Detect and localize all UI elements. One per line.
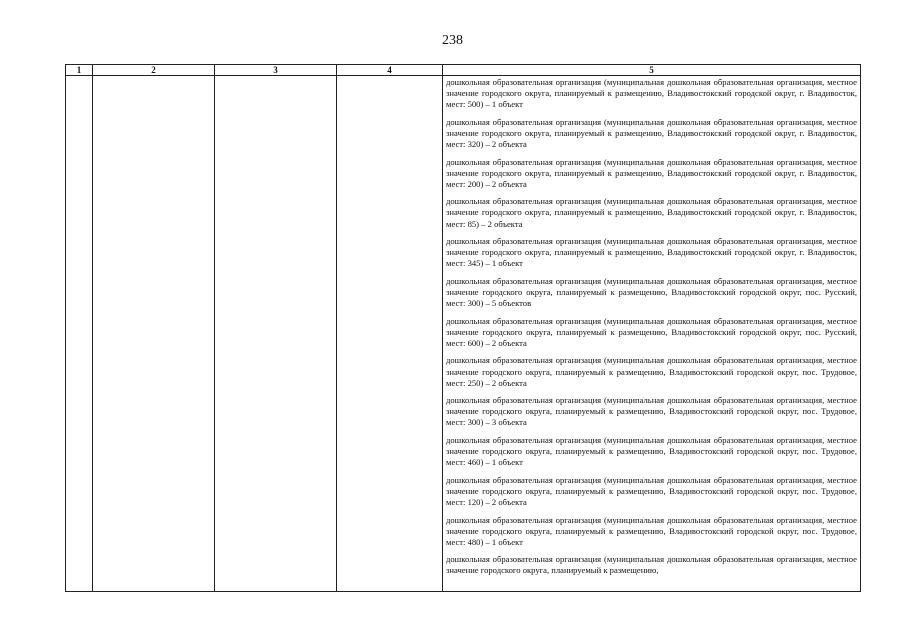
list-item: дошкольная образовательная организация (муниципальная дошкольная образовательная организация, местное значение городского округа, планируемый к размещению, Владивостокский городской округ, г. Владивосток, мест: 85) – 2 объекта [446, 196, 857, 229]
list-item: дошкольная образовательная организация (муниципальная дошкольная образовательная организация, местное значение городского округа, планируемый к размещению, Владивостокский городской округ, пос. Трудовое, мест: 480) – 1 объект [446, 514, 857, 547]
cell-col-5 [443, 76, 861, 592]
table-row [66, 76, 861, 592]
column-header-1: 1 [66, 65, 93, 76]
list-item: дошкольная образовательная организация (муниципальная дошкольная образовательная организация, местное значение городского округа, планируемый к размещению, Владивостокский городской округ, пос. Трудовое, мест: 300) – 3 объекта [446, 395, 857, 428]
page-number: 238 [442, 33, 463, 48]
list-item: дошкольная образовательная организация (муниципальная дошкольная образовательная организация, местное значение городского округа, планируемый к размещению, Владивостокский городской округ, пос. Русский, мест: 600) – 2 объекта [446, 315, 857, 348]
cell-col-2 [93, 76, 215, 592]
list-item: дошкольная образовательная организация (муниципальная дошкольная образовательная организация, местное значение городского округа, планируемый к размещению, Владивостокский городской округ, пос. Трудовое, мест: 120) – 2 объекта [446, 474, 857, 507]
cell-col-3 [215, 76, 337, 592]
column-header-4: 4 [337, 65, 443, 76]
column-header-2: 2 [93, 65, 215, 76]
list-item: дошкольная образовательная организация (муниципальная дошкольная образовательная организация, местное значение городского округа, планируемый к размещению, Владивостокский городской округ, пос. Русский, мест: 300) – 5 объектов [446, 275, 857, 309]
column-header-5: 5 [443, 65, 861, 76]
cell-col-1 [66, 76, 93, 592]
list-item: дошкольная образовательная организация (муниципальная дошкольная образовательная организация, местное значение городского округа, планируемый к размещению, Владивостокский городской округ, г. Владивосток, мест: 345) – 1 объект [446, 236, 857, 269]
list-item: дошкольная образовательная организация (муниципальная дошкольная образовательная организация, местное значение городского округа, планируемый к размещению, [446, 554, 857, 576]
cell-col-4 [337, 76, 443, 592]
list-item: дошкольная образовательная организация (муниципальная дошкольная образовательная организация, местное значение городского округа, планируемый к размещению, Владивостокский городской округ, г. Владивосток, мест: 500) – 1 объект [446, 77, 857, 110]
list-item: дошкольная образовательная организация (муниципальная дошкольная образовательная организация, местное значение городского округа, планируемый к размещению, Владивостокский городской округ, пос. Трудовое, мест: 250) – 2 объекта [446, 355, 857, 388]
header-row [66, 65, 861, 76]
list-item: дошкольная образовательная организация (муниципальная дошкольная образовательная организация, местное значение городского округа, планируемый к размещению, Владивостокский городской округ, г. Владивосток, мест: 200) – 2 объекта [446, 156, 857, 189]
entry-list [443, 76, 860, 591]
document-table [65, 64, 861, 592]
column-header-3: 3 [215, 65, 337, 76]
list-item: дошкольная образовательная организация (муниципальная дошкольная образовательная организация, местное значение городского округа, планируемый к размещению, Владивостокский городской округ, г. Владивосток, мест: 320) – 2 объекта [446, 116, 857, 149]
list-item: дошкольная образовательная организация (муниципальная дошкольная образовательная организация, местное значение городского округа, планируемый к размещению, Владивостокский городской округ, пос. Трудовое, мест: 460) – 1 объект [446, 435, 857, 468]
